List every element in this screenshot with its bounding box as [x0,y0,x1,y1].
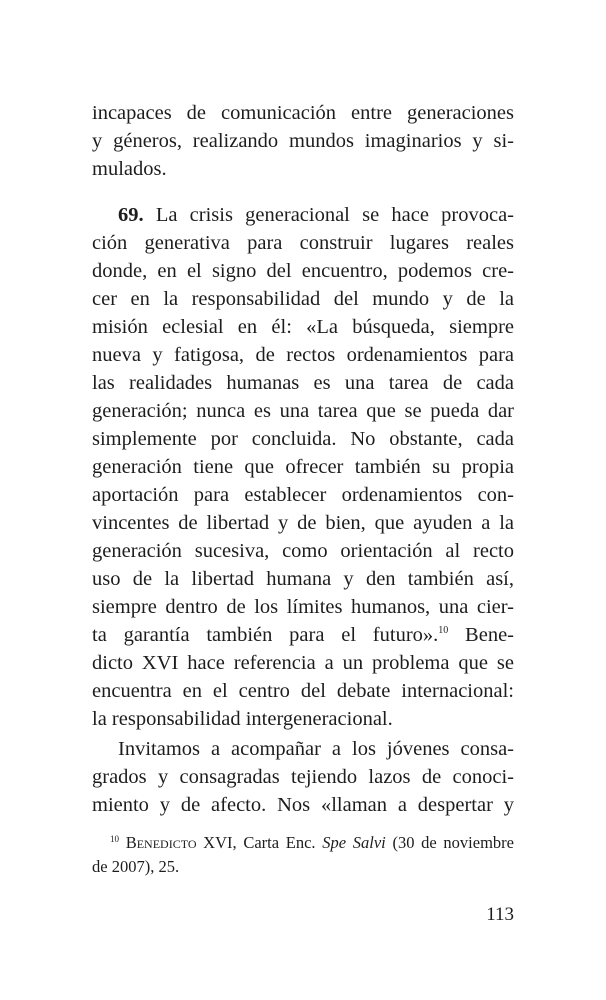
paragraph-number: 69. [118,204,144,226]
footnote-number: 10 [110,834,119,844]
text-line: la responsabilidad intergeneracional. [92,708,393,730]
paragraph-69-first-line: 69. La crisis generacional se hace provoca- [118,204,514,226]
text-line: incapaces de comunicación entre generaciones [92,102,514,124]
footnote-reference[interactable]: 10 [438,625,449,636]
text-line: vincentes de libertad y de bien, que ayuden a la [92,512,514,534]
text-line: aportación para establecer ordenamientos con- [92,484,514,506]
footnote-title: Spe Salvi [322,833,386,852]
text-line: grados y consagradas tejiendo lazos de conoci- [92,766,514,788]
text-line: misión eclesial en él: «La búsqueda, siempre [92,316,514,338]
text-line: dicto XVI hace referencia a un problema que se [92,652,514,674]
text-line: y géneros, realizando mundos imaginarios y si- [92,130,514,152]
text-line: generación sucesiva, como orientación al recto [92,540,514,562]
text-line: ción generativa para construir lugares reales [92,232,514,254]
text-line: generación; nunca es una tarea que se pueda dar [92,400,514,422]
page-number: 113 [486,904,514,925]
footnote-line: de 2007), 25. [92,857,180,876]
text-line: las realidades humanas es una tarea de cada [92,372,514,394]
text-line: Invitamos a acompañar a los jóvenes consa- [118,738,514,760]
text-line: miento y de afecto. Nos «llaman a despertar y [92,794,514,816]
text-line-with-note-ref: ta garantía también para el futuro».$^{10}$ Bene- [92,624,515,646]
footnote-line: $^{10}$ Benedicto XVI, Carta Enc. Spe Salvi (30 de noviembre [110,833,514,852]
text-line: siempre dentro de los límites humanos, una cier- [92,596,514,618]
text-line: donde, en el signo del encuentro, podemos cre- [92,260,514,282]
footnote-author: Benedicto [125,833,197,852]
text-line: encuentra en el centro del debate internacional: [92,680,514,702]
text-line: uso de la libertad humana y den también así, [92,568,514,590]
text-line: mulados. [92,158,167,180]
text-line: cer en la responsabilidad del mundo y de la [92,288,514,310]
text-line: simplemente por concluida. No obstante, cada [92,428,514,450]
text-line: generación tiene que ofrecer también su propia [92,456,514,478]
text-line: nueva y fatigosa, de rectos ordenamientos para [92,344,514,366]
